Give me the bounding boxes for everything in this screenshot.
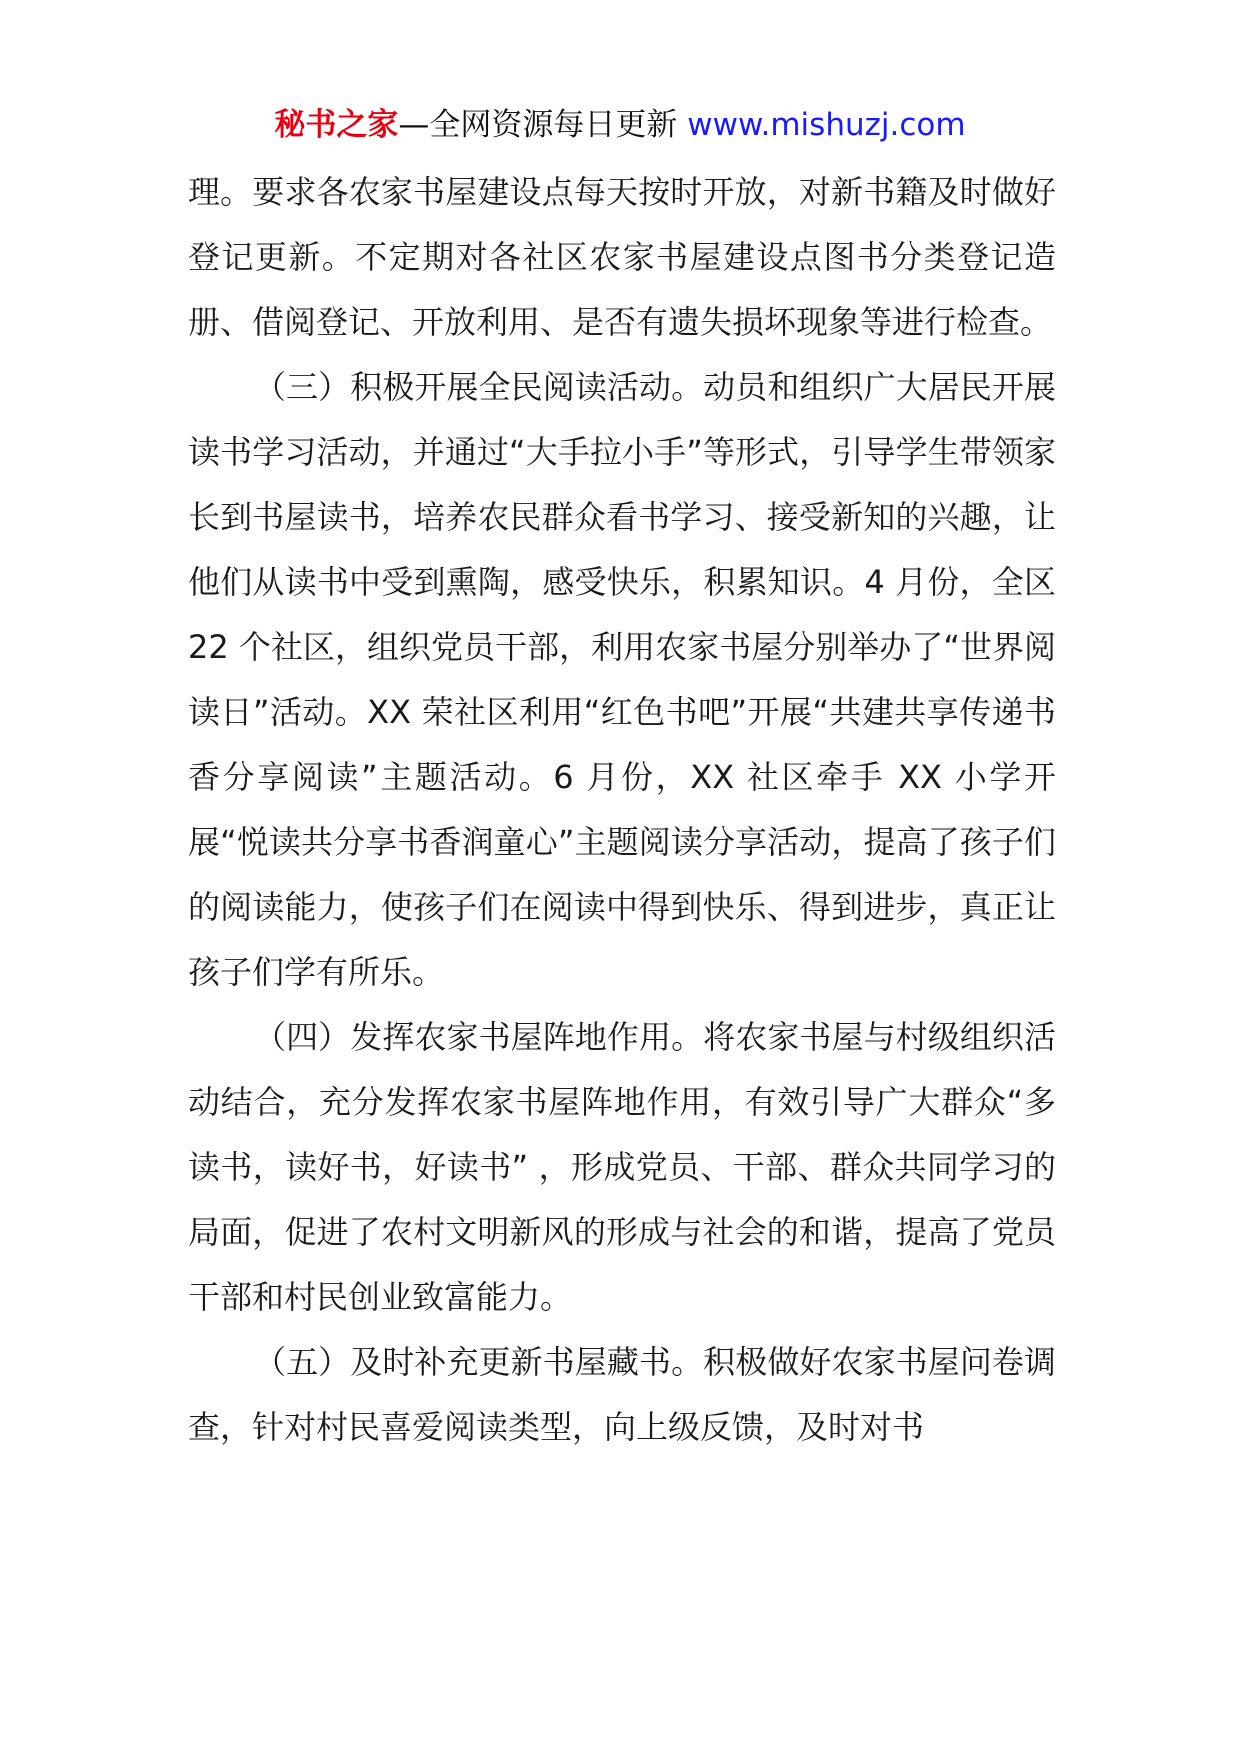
paragraph-section-3: （三）积极开展全民阅读活动。动员和组织广大居民开展读书学习活动，并通过“大手拉小手”等形式，引导学生带领家长到书屋读书，培养农民群众看书学习、接受新知的兴趣，让他们从读书中受到熏陶，感受快乐，积累知识。4 月份，全区 22 个社区，组织党员干部，利用农家书屋分别举办了“世界阅读日”活动。XX 荣社区利用“红色书吧”开展“共建共享传递书香分享阅读”主题活动。6 月份，XX 社区牵手 XX 小学开展“悦读共分享书香润童心”主题阅读分享活动，提高了孩子们的阅读能力，使孩子们在阅读中得到快乐、得到进步，真正让孩子们学有所乐。 — [188, 368, 1056, 991]
header-tagline: —全网资源每日更新 — [398, 107, 678, 143]
brand-name: 秘书之家 — [274, 107, 399, 143]
paragraph-section-5: （五）及时补充更新书屋藏书。积极做好农家书屋问卷调查，针对村民喜爱阅读类型，向上级反馈，及时对书 — [188, 1343, 1056, 1446]
site-url-link[interactable]: www.mishuzj.com — [687, 107, 966, 143]
page-header — [0, 100, 1240, 150]
paragraph-section-4: （四）发挥农家书屋阵地作用。将农家书屋与村级组织活动结合，充分发挥农家书屋阵地作用，有效引导广大群众“多读书，读好书，好读书” ，形成党员、干部、群众共同学习的局面，促进了农村文明新风的形成与社会的和谐，提高了党员干部和村民创业致富能力。 — [188, 1018, 1056, 1316]
document-body — [188, 160, 1056, 1460]
paragraph-continuation: 理。要求各农家书屋建设点每天按时开放，对新书籍及时做好登记更新。不定期对各社区农家书屋建设点图书分类登记造册、借阅登记、开放利用、是否有遗失损坏现象等进行检查。 — [188, 173, 1056, 341]
